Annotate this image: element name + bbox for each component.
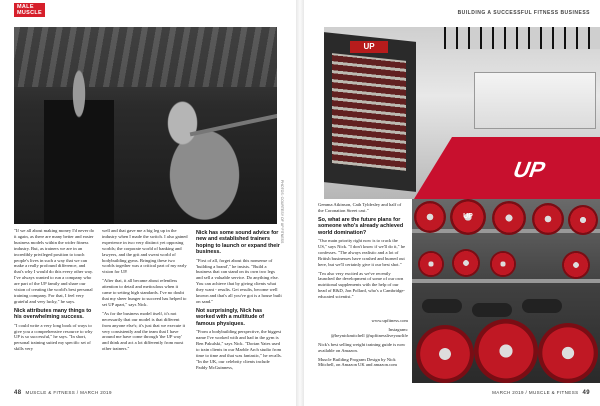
store-photo <box>324 27 600 199</box>
bodybuilder-figure <box>144 97 254 224</box>
store-ceiling <box>444 27 600 49</box>
weight-plate <box>568 205 598 235</box>
running-header: BUILDING A SUCCESSFUL FITNESS BUSINESS <box>457 10 590 16</box>
paragraph: Nick's best selling weight training guide is now available on Amazon. <box>318 341 406 353</box>
plate-logo: UP <box>463 213 473 221</box>
paragraph: "First of all, forget about this nonsense of 'building a brand'," he insists. "Build a business that can stand on its own two legs and sell a valuable service. Do anything else. You can achieve that by giving clients what they want - results. Get results, become well known and that's all you've got is a house built on sand." <box>196 257 282 304</box>
weight-plate <box>474 319 538 383</box>
dumbbell <box>422 299 462 313</box>
spine-gutter <box>296 0 304 406</box>
article-column-4 <box>318 202 406 303</box>
article-column-2 <box>102 228 188 355</box>
weight-plate <box>538 323 598 383</box>
subheading: So, what are the future plans for someone who's already achieved world domination? <box>318 216 404 236</box>
floor-logo: UP <box>509 157 550 182</box>
trainers-photo <box>14 27 277 224</box>
footer-left <box>14 390 112 396</box>
instagram-label: Instagram: <box>388 326 408 332</box>
paragraph: well and that gave me a big leg up in the industry when I made the switch. I also gained experience in two very distinct yet opposing worlds; the corporate world of banking and lawyers, and the grit and sweat world of bodybuilding gyms. Bringing these two worlds together was a critical part of my early vision for UP. <box>102 228 188 275</box>
plate-rack <box>412 279 600 283</box>
paragraph: "Our main priority right now is to crack the US," says Nick. "I don't know if we'll do it," he confesses. "The always realistic and a lot of British businesses have crashed and burned out here, but we'll certainly give it our best shot." <box>318 238 406 267</box>
weight-plate <box>418 251 444 277</box>
article-column-1 <box>14 228 94 355</box>
section-tag-line1: MALE <box>17 4 34 10</box>
photo-credit: PHOTOS: COURTESY OF UP FITNESS <box>280 180 284 244</box>
dumbbell <box>522 299 562 313</box>
weight-plate <box>490 251 516 277</box>
section-tag-line2: MUSCLE <box>17 10 43 16</box>
paragraph: Muscle Building Program Design by Nick Mitchell, on Amazon UK and amazon.com <box>318 356 397 368</box>
dumbbell <box>472 303 512 317</box>
contact-block <box>318 318 408 371</box>
supplement-shelves <box>332 53 406 171</box>
paragraph: "I'm also very excited as we've recently launched the development of some of our own nutritional supplements with the help of our head of R&D, Jon Pollard, who's a Cambridge-educated scientist." <box>318 270 405 300</box>
red-floor <box>414 137 600 199</box>
instagram-handles: @heynickmitchell @upfitnessliveyourlife <box>330 332 408 338</box>
paragraph: "If we all about making money I'd never do it again, as there are many better and easier business models within the wider fitness industry. But, as trainers we are in an incredibly privileged position to touch people's lives in such a way that we can make a really profound difference, and that's why I would do this every other way. I've always wanted to run a company who are part of the UP family and share our vision of creating the world's best personal training company. For that, I feel very grateful and very lucky," he says. <box>14 228 95 304</box>
right-page <box>304 0 600 406</box>
store-window <box>474 72 596 129</box>
subheading: Nick attributes many things to his overwhelming success. <box>14 307 92 321</box>
paragraph: "As for the business model itself, it's not necessarily that our model is that different from anyone else's; it's just that we execute it very consistently and the team that I have around me have come through 'the UP way' and think and act a lot differently from most other trainers." <box>102 310 186 352</box>
left-page <box>0 0 296 406</box>
trainer-figure-standing <box>44 65 114 224</box>
article-column-3 <box>196 228 282 373</box>
paragraph: Gemma Atkinson, Cath Tyldesley and half of the Coronation Street cast." <box>318 202 402 213</box>
section-tag <box>14 3 45 17</box>
website-link: www.upfitness.com <box>371 318 408 323</box>
footer-left-text: MUSCLE & FITNESS / MARCH 2019 <box>25 390 112 395</box>
store-logo: UP <box>350 41 388 53</box>
weight-plate <box>414 201 446 233</box>
paragraph: "After that, it all became about relentless attention to detail and meticulous when it came to setting high standards. I've no doubt that my sheer hunger to succeed has helped to set UP apart," says Nick. <box>102 278 187 307</box>
weight-plate <box>492 201 526 235</box>
weight-plate <box>532 203 564 235</box>
subheading: Nick has some sound advice for new and established trainers hoping to launch or expand their business. <box>196 230 280 256</box>
weight-plate <box>416 325 474 383</box>
subheading: Not surprisingly, Nick has worked with a multitude of famous physiques. <box>196 307 264 327</box>
weight-plates-photo <box>412 199 600 383</box>
footer-right-text: MARCH 2019 / MUSCLE & FITNESS <box>492 390 579 395</box>
paragraph: "From a bodybuilding perspective, the biggest name I've worked with and had in the gym is Ben Pakulski," says Nick. "Dorian Yates used to train clients in our Marble Arch studio from time to time and that was fantastic," he recalls. "In the UK, our celebrity clients include Paddy McGuinness, <box>196 329 282 370</box>
page-number-left: 48 <box>14 390 22 396</box>
footer-right <box>492 390 590 396</box>
page-number-right: 49 <box>582 390 590 396</box>
weight-plate <box>450 199 486 235</box>
paragraph: "I could write a very long book of ways to give you a comprehensive resource to why UP is so successful," he says. "In short, personal training suited my specific set of skills very <box>14 322 93 352</box>
weight-plate <box>562 251 590 279</box>
weight-plate <box>452 249 480 277</box>
